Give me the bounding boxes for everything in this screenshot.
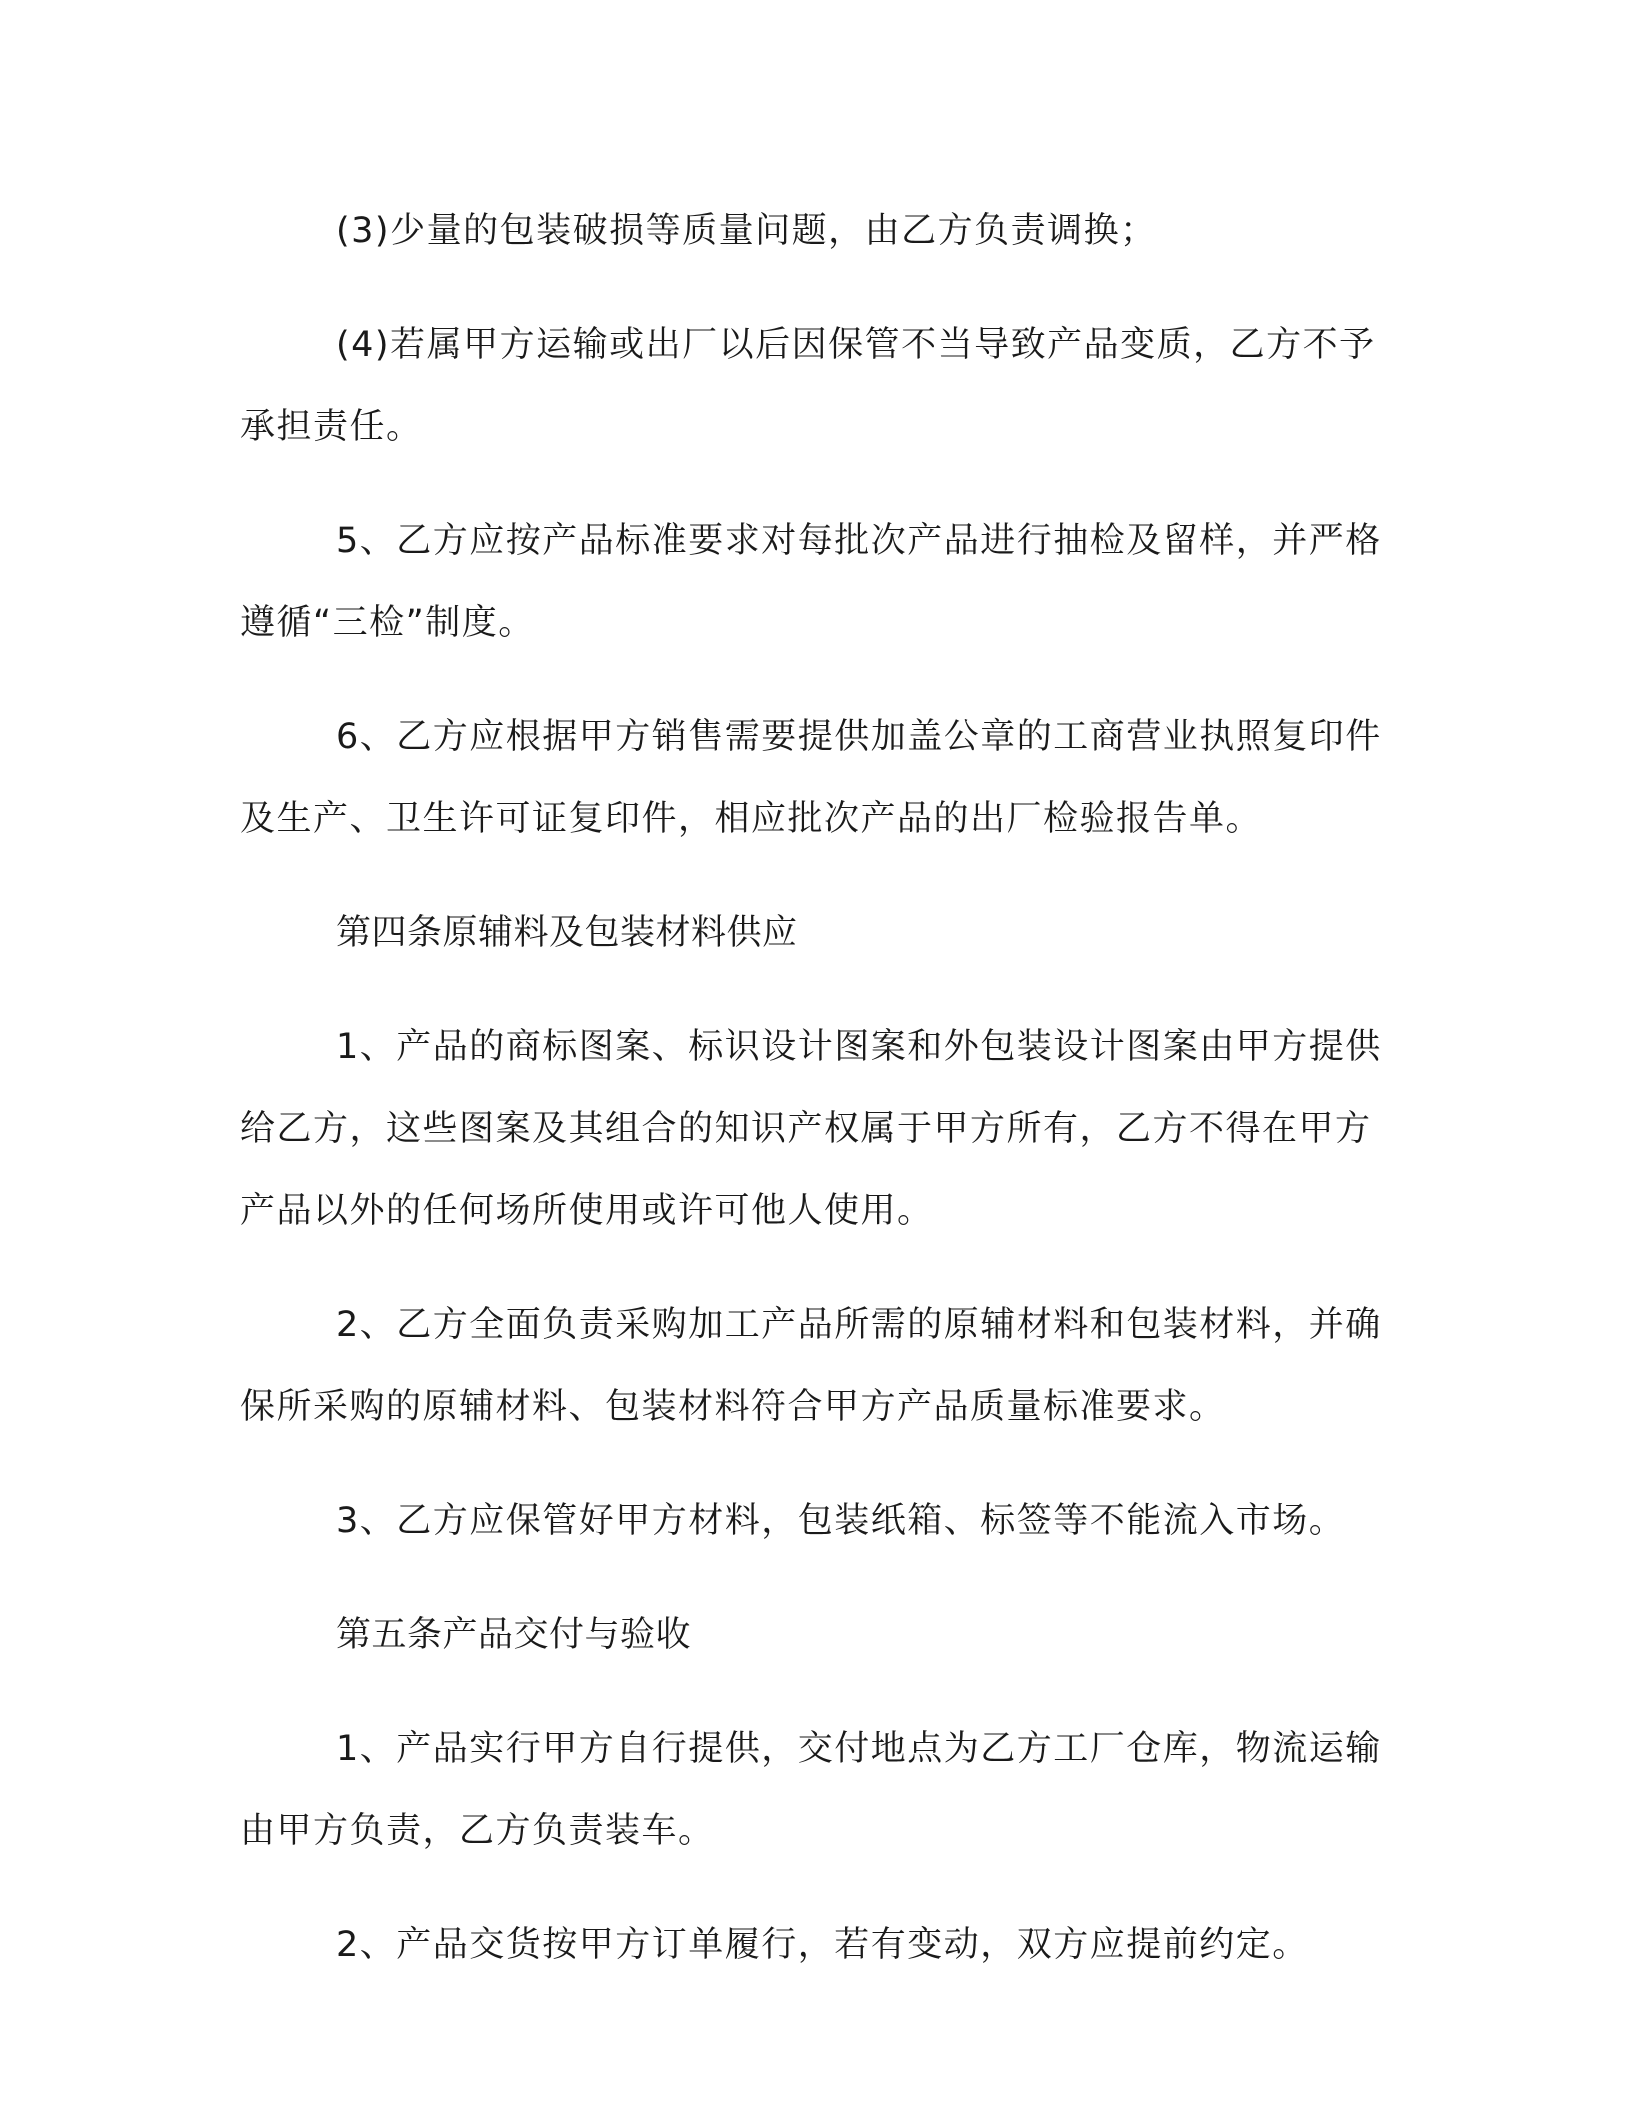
clause-3-4-storage-liability: (4)若属甲方运输或出厂以后因保管不当导致产品变质，乙方不予承担责任。 [240, 325, 1376, 447]
document-body [240, 190, 1400, 2018]
article-4-heading: 第四条原辅料及包装材料供应 [336, 913, 798, 953]
article-5-item-2: 2、产品交货按甲方订单履行，若有变动，双方应提前约定。 [336, 1925, 1309, 1965]
article-4-item-1: 1、产品的商标图案、标识设计图案和外包装设计图案由甲方提供给乙方，这些图案及其组合的知识产权属于甲方所有，乙方不得在甲方产品以外的任何场所使用或许可他人使用。 [240, 1027, 1382, 1231]
clause-6-licenses: 6、乙方应根据甲方销售需要提供加盖公章的工商营业执照复印件及生产、卫生许可证复印件，相应批次产品的出厂检验报告单。 [240, 717, 1382, 839]
article-5-item-1: 1、产品实行甲方自行提供，交付地点为乙方工厂仓库，物流运输由甲方负责，乙方负责装车。 [240, 1729, 1382, 1851]
clause-3-3-damaged-packaging: (3)少量的包装破损等质量问题，由乙方负责调换； [336, 211, 1157, 251]
article-5-heading: 第五条产品交付与验收 [336, 1615, 692, 1655]
article-4-item-3: 3、乙方应保管好甲方材料，包装纸箱、标签等不能流入市场。 [336, 1501, 1346, 1541]
clause-5-sampling: 5、乙方应按产品标准要求对每批次产品进行抽检及留样，并严格遵循“三检”制度。 [240, 521, 1382, 643]
article-4-item-2: 2、乙方全面负责采购加工产品所需的原辅材料和包装材料，并确保所采购的原辅材料、包装材料符合甲方产品质量标准要求。 [240, 1305, 1382, 1427]
